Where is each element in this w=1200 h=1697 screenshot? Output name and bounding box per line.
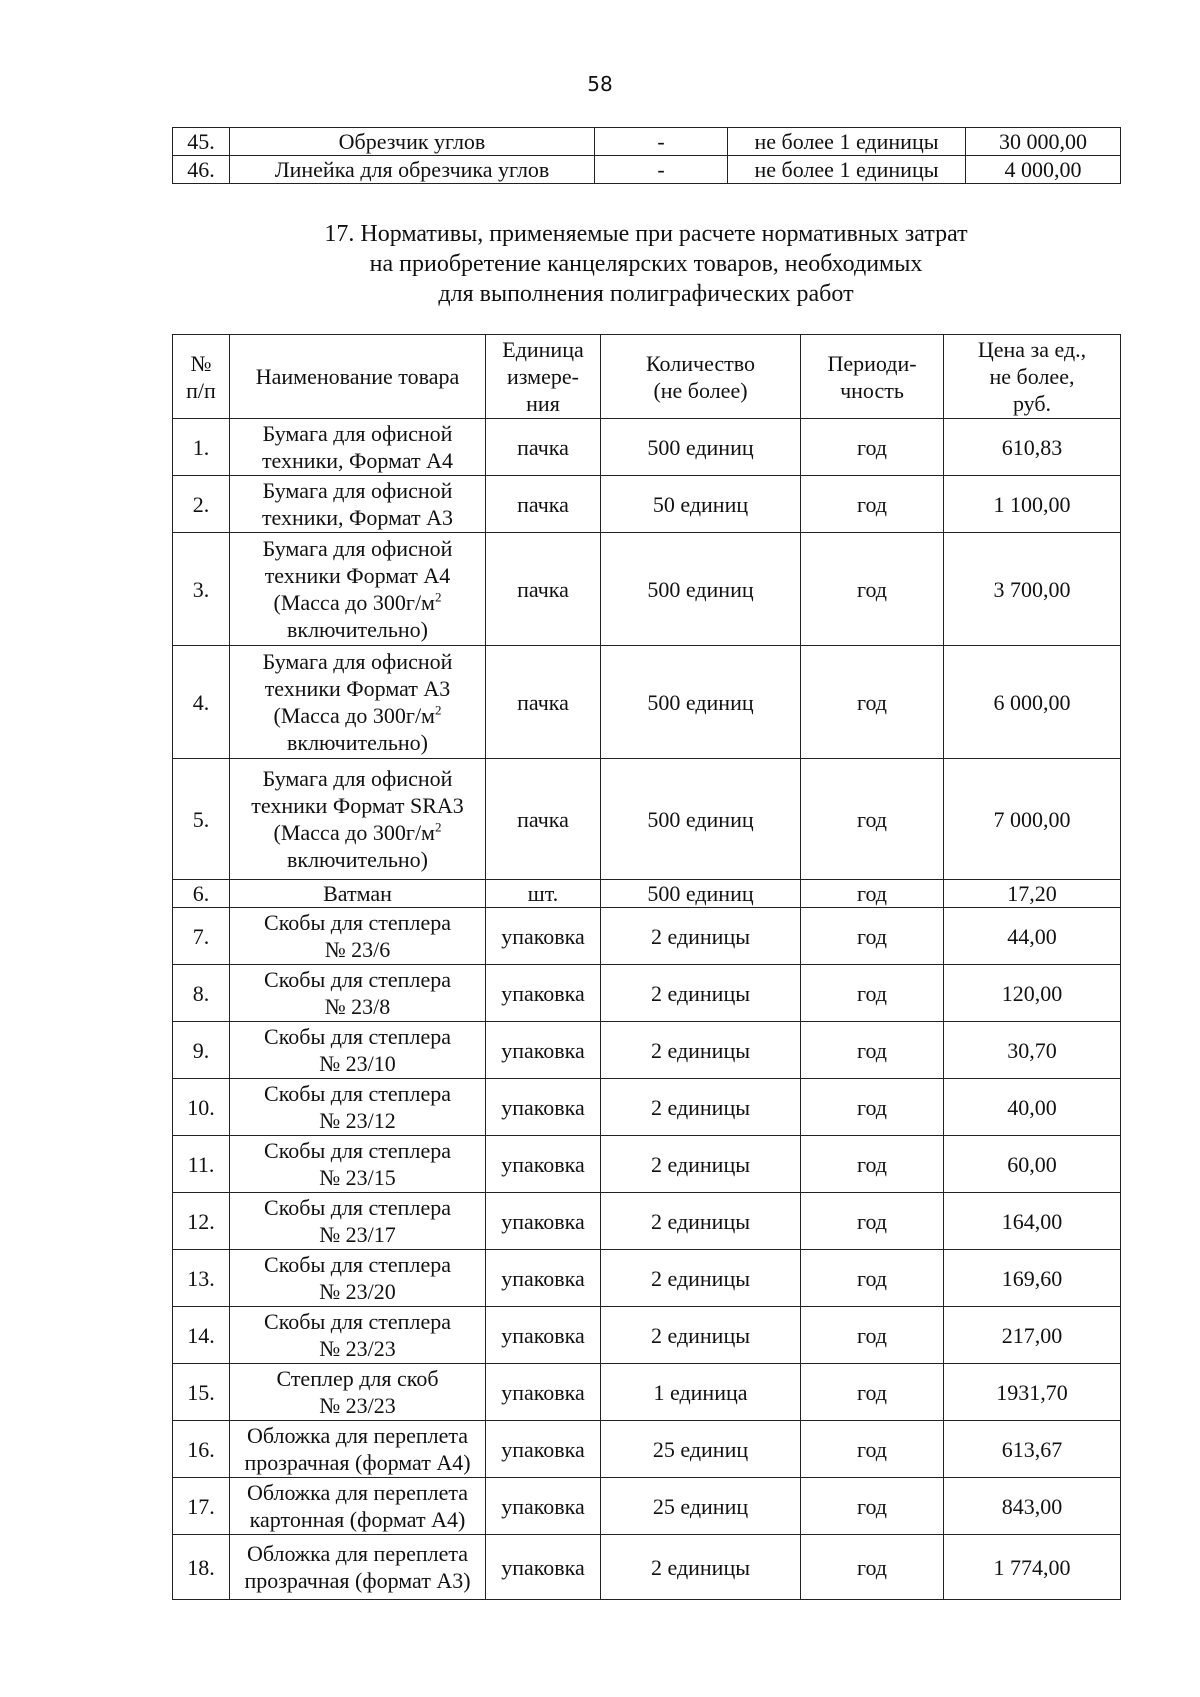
item-name-line: Обложка для переплета [246,1541,469,1566]
item-name-line: Обложка для переплета [246,1423,469,1448]
header-unit: Единица измере- ния [486,335,601,419]
row-number: 14. [173,1307,230,1364]
item-quantity: 50 единиц [601,476,801,533]
row-number: 1. [173,419,230,476]
section-title-line: на приобретение канцелярских товаров, необходимых [369,251,923,277]
item-name-line: № 23/10 [319,1051,396,1076]
item-unit: шт. [486,880,601,908]
item-quantity: 2 единицы [601,908,801,965]
item-period: год [801,965,944,1022]
item-quantity: 2 единицы [601,1079,801,1136]
row-number: 45. [173,128,230,156]
item-unit: упаковка [486,908,601,965]
item-name [230,908,486,965]
item-name-line: (Масса до 300г/м [273,703,435,728]
item-period: год [801,759,944,880]
item-name-line: № 23/15 [319,1165,396,1190]
item-name [230,1250,486,1307]
item-unit: упаковка [486,1421,601,1478]
item-period: год [801,1136,944,1193]
item-unit: пачка [486,419,601,476]
item-price: 120,00 [944,965,1121,1022]
item-name-line: (Масса до 300г/м [273,820,435,845]
item-period: год [801,419,944,476]
item-name-line: № 23/23 [319,1393,396,1418]
table-row [173,1079,1121,1136]
item-quantity: 2 единицы [601,1193,801,1250]
item-name-line: Скобы для степлера [264,1024,451,1049]
item-name-line: техники Формат А3 [264,676,451,701]
item-name: Обрезчик углов [230,128,595,156]
item-price: 7 000,00 [944,759,1121,880]
item-name [230,1478,486,1535]
item-name-line: Скобы для степлера [264,1195,451,1220]
item-unit: упаковка [486,1022,601,1079]
table-row [173,1307,1121,1364]
item-name [230,1079,486,1136]
header-name: Наименование товара [230,335,486,419]
item-quantity: 25 единиц [601,1421,801,1478]
item-unit: упаковка [486,1535,601,1600]
item-name [230,1421,486,1478]
item-price: 1931,70 [944,1364,1121,1421]
table-row [173,1478,1121,1535]
row-number: 11. [173,1136,230,1193]
item-name-line: Ватман [323,881,392,906]
item-quantity: 25 единиц [601,1478,801,1535]
item-unit: пачка [486,759,601,880]
item-quantity: 500 единиц [601,419,801,476]
row-number: 7. [173,908,230,965]
item-name-line: Скобы для степлера [264,1252,451,1277]
norms-table [172,334,1121,1600]
row-number: 8. [173,965,230,1022]
header-quantity: Количество (не более) [601,335,801,419]
section-title-line: для выполнения полиграфических работ [438,281,854,307]
item-name [230,1193,486,1250]
item-price: 613,67 [944,1421,1121,1478]
item-name [230,1535,486,1600]
item-dash: - [595,156,728,184]
item-unit: упаковка [486,1250,601,1307]
item-name-line: № 23/23 [319,1336,396,1361]
table-row [173,965,1121,1022]
item-price: 6 000,00 [944,646,1121,759]
row-number: 46. [173,156,230,184]
item-quantity: 2 единицы [601,1535,801,1600]
item-name [230,533,486,646]
row-number: 13. [173,1250,230,1307]
superscript: 2 [434,819,442,835]
item-name [230,880,486,908]
table-row [173,1022,1121,1079]
item-name-line: № 23/17 [319,1222,396,1247]
item-name [230,1307,486,1364]
item-name-line: № 23/20 [319,1279,396,1304]
item-quantity: 2 единицы [601,965,801,1022]
table-row [173,128,1121,156]
item-name [230,1022,486,1079]
item-price: 843,00 [944,1478,1121,1535]
table-row [173,1364,1121,1421]
item-quantity: 2 единицы [601,1136,801,1193]
item-unit: пачка [486,476,601,533]
item-name-line: № 23/6 [324,937,391,962]
section-title [172,219,1120,309]
item-name-line: прозрачная (формат А3) [244,1568,471,1593]
item-price: 169,60 [944,1250,1121,1307]
item-name-line: техники Формат А4 [264,563,451,588]
item-name-line: Скобы для степлера [264,1309,451,1334]
item-unit: упаковка [486,965,601,1022]
item-unit: упаковка [486,1079,601,1136]
row-number: 9. [173,1022,230,1079]
item-price: 3 700,00 [944,533,1121,646]
item-price: 17,20 [944,880,1121,908]
item-name-line: техники, Формат А4 [261,448,454,473]
row-number: 15. [173,1364,230,1421]
item-period: год [801,1535,944,1600]
table-row [173,1421,1121,1478]
item-name [230,1364,486,1421]
continued-table [172,127,1121,184]
item-name-line: Обложка для переплета [246,1480,469,1505]
table-row [173,908,1121,965]
row-number: 12. [173,1193,230,1250]
item-unit: упаковка [486,1364,601,1421]
superscript: 2 [434,702,442,718]
item-name: Линейка для обрезчика углов [230,156,595,184]
item-name-line: техники Формат SRA3 [251,793,464,818]
item-price: 4 000,00 [966,156,1121,184]
table-row [173,759,1121,880]
item-name-line: Бумага для офисной [262,478,453,503]
item-name-line: Бумага для офисной [262,421,453,446]
item-period: год [801,476,944,533]
item-name [230,476,486,533]
row-number: 10. [173,1079,230,1136]
table-row [173,156,1121,184]
item-period: год [801,646,944,759]
item-price: 30 000,00 [966,128,1121,156]
item-name-line: Скобы для степлера [264,1081,451,1106]
item-period: год [801,908,944,965]
item-name-line: включительно) [287,617,428,642]
item-period: год [801,1250,944,1307]
item-unit: пачка [486,646,601,759]
row-number: 6. [173,880,230,908]
item-period: год [801,1079,944,1136]
item-price: 1 774,00 [944,1535,1121,1600]
table-row [173,476,1121,533]
item-name [230,965,486,1022]
item-quantity: 2 единицы [601,1022,801,1079]
table-row [173,880,1121,908]
item-quantity: 2 единицы [601,1307,801,1364]
item-price: 164,00 [944,1193,1121,1250]
row-number: 5. [173,759,230,880]
item-period: год [801,1364,944,1421]
item-name-line: техники, Формат А3 [261,505,454,530]
item-period: год [801,1307,944,1364]
item-quantity: 500 единиц [601,759,801,880]
item-period: год [801,533,944,646]
item-name-line: прозрачная (формат А4) [244,1450,471,1475]
header-price: Цена за ед., не более, руб. [944,335,1121,419]
item-name [230,419,486,476]
item-price: 30,70 [944,1022,1121,1079]
row-number: 18. [173,1535,230,1600]
item-name-line: Бумага для офисной [262,766,453,791]
item-name-line: Скобы для степлера [264,1138,451,1163]
item-name-line: (Масса до 300г/м [273,590,435,615]
item-price: 610,83 [944,419,1121,476]
table-row [173,1193,1121,1250]
item-name-line: Бумага для офисной [262,536,453,561]
item-period: год [801,1421,944,1478]
item-price: 1 100,00 [944,476,1121,533]
item-period: год [801,880,944,908]
item-unit: упаковка [486,1193,601,1250]
header-period: Периоди- чность [801,335,944,419]
table-row [173,533,1121,646]
item-period: год [801,1193,944,1250]
item-name-line: Скобы для степлера [264,967,451,992]
table-row [173,419,1121,476]
table-row [173,1136,1121,1193]
item-quantity: 500 единиц [601,533,801,646]
item-quantity: не более 1 единицы [728,156,966,184]
item-unit: упаковка [486,1136,601,1193]
item-name-line: включительно) [287,730,428,755]
table-row [173,1535,1121,1600]
item-name [230,759,486,880]
item-quantity: 2 единицы [601,1250,801,1307]
item-name-line: включительно) [287,847,428,872]
section-title-line: 17. Нормативы, применяемые при расчете нормативных затрат [324,221,968,247]
item-quantity: 1 единица [601,1364,801,1421]
table-row [173,1250,1121,1307]
table-header-row [173,335,1121,419]
row-number: 17. [173,1478,230,1535]
item-unit: упаковка [486,1478,601,1535]
row-number: 4. [173,646,230,759]
item-price: 60,00 [944,1136,1121,1193]
row-number: 3. [173,533,230,646]
item-name-line: № 23/12 [319,1108,396,1133]
item-name-line: Степлер для скоб [276,1366,439,1391]
page-number: 58 [587,72,613,96]
item-price: 44,00 [944,908,1121,965]
item-name [230,646,486,759]
item-quantity: 500 единиц [601,646,801,759]
item-unit: упаковка [486,1307,601,1364]
item-period: год [801,1478,944,1535]
item-name-line: картонная (формат А4) [249,1507,466,1532]
item-period: год [801,1022,944,1079]
row-number: 2. [173,476,230,533]
item-name-line: Скобы для степлера [264,910,451,935]
item-dash: - [595,128,728,156]
item-name-line: № 23/8 [324,994,391,1019]
row-number: 16. [173,1421,230,1478]
item-name-line: Бумага для офисной [262,649,453,674]
table-row [173,646,1121,759]
header-number: № п/п [173,335,230,419]
item-quantity: 500 единиц [601,880,801,908]
superscript: 2 [434,589,442,605]
item-price: 217,00 [944,1307,1121,1364]
item-name [230,1136,486,1193]
item-unit: пачка [486,533,601,646]
item-price: 40,00 [944,1079,1121,1136]
item-quantity: не более 1 единицы [728,128,966,156]
